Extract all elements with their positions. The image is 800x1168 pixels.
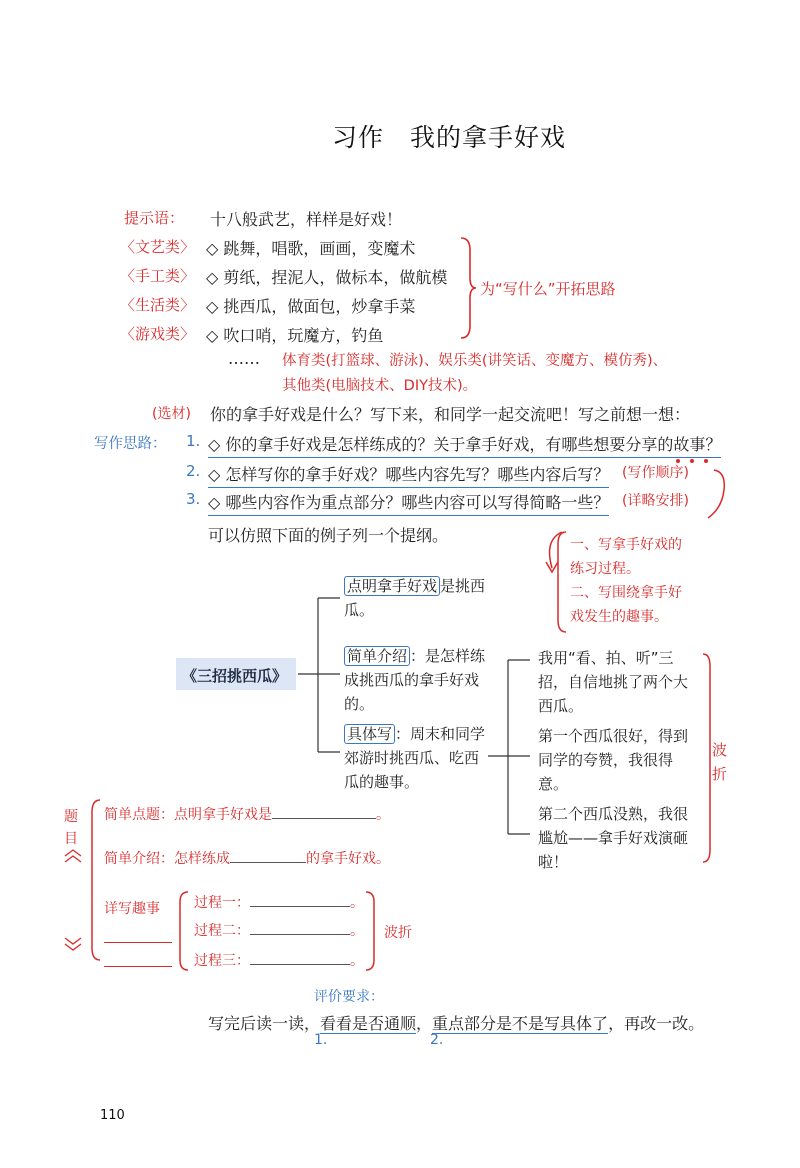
detail-blank-1[interactable] <box>104 942 172 943</box>
category-tag-craft: 〈手工类〉 <box>120 267 196 285</box>
outline-twist-brace <box>364 890 378 972</box>
category-text-craft: ◇ 剪纸，捏泥人，做标本，做航模 <box>206 268 448 287</box>
category-text-life: ◇ 挑西瓜，做面包，炒拿手菜 <box>206 297 416 316</box>
outline-line-2-a: 简单介绍：怎样练成 <box>104 851 230 867</box>
node-detail-key: 具体写 <box>344 724 395 744</box>
node-topic-key: 点明拿手好戏 <box>344 576 440 596</box>
question-2-num: 2. <box>186 462 201 480</box>
detail-step-1: 我用“看、拍、听”三招，自信地挑了两个大西瓜。 <box>538 649 689 715</box>
category-tag-games: 〈游戏类〉 <box>120 325 196 343</box>
detail-step-3: 第二个西瓜没熟，我很尴尬——拿手好戏演砸啦！ <box>538 805 689 871</box>
writing-ideas-label: 写作思路： <box>94 436 167 452</box>
select-label: (选材) <box>152 406 191 422</box>
question-3: ◇ 哪些内容作为重点部分？哪些内容可以写得简略一些？ <box>208 490 609 516</box>
prompt-text: 你的拿手好戏是什么？写下来，和同学一起交流吧！写之前想一想： <box>210 405 691 424</box>
category-tag-life: 〈生活类〉 <box>120 296 196 314</box>
question-3-note: (详略安排) <box>622 493 689 509</box>
category-tag-arts: 〈文艺类〉 <box>120 238 196 256</box>
side-note-brace <box>554 530 568 634</box>
node-topic-text: 是挑西瓜。 <box>344 577 486 619</box>
outline-line-2-b: 的拿手好戏。 <box>306 851 390 867</box>
node-detail-text: ：周末和同学郊游时挑西瓜、吃西瓜的趣事。 <box>344 725 486 791</box>
root-title: 《三招挑西瓜》 <box>182 667 288 685</box>
outline-line-2 <box>104 848 390 868</box>
process-brace <box>176 890 190 972</box>
outline-line-1 <box>104 804 390 824</box>
outline-side-label: 题目 <box>64 809 78 847</box>
evaluation-part-a: 写完后读一读， <box>208 1014 321 1033</box>
evaluation-part-e: ，再改一改。 <box>608 1014 705 1033</box>
question-3-num: 3. <box>186 490 201 508</box>
evaluation-part-c: ， <box>416 1014 433 1033</box>
node-intro-key: 简单介绍 <box>344 646 410 666</box>
process-2-label: 过程二： <box>194 923 250 939</box>
blank-1[interactable] <box>272 804 376 819</box>
evaluation-num-1: 1. <box>314 1032 328 1048</box>
node-intro <box>344 644 489 716</box>
detail-label: 详写趣事 <box>104 901 160 917</box>
process-3-label: 过程三： <box>194 953 250 969</box>
brace-note: 为“写什么”开拓思路 <box>480 280 616 298</box>
process-1-end: 。 <box>350 895 364 911</box>
outline-twist-label: 波折 <box>384 925 412 941</box>
outline-hint: 可以仿照下面的例子列一个提纲。 <box>208 526 449 545</box>
process-1-blank[interactable] <box>250 892 350 907</box>
page-number: 110 <box>100 1108 125 1123</box>
extra-categories-2: 其他类(电脑技术、DIY技术)。 <box>282 378 478 394</box>
ellipsis: …… <box>228 349 260 368</box>
process-2 <box>194 920 364 940</box>
blank-2[interactable] <box>230 848 306 863</box>
outline-line-1-text: 简单点题：点明拿手好戏是 <box>104 807 272 823</box>
process-1-label: 过程一： <box>194 895 250 911</box>
page-title: 习作 我的拿手好戏 <box>332 123 567 152</box>
hint-label: 提示语： <box>124 209 185 227</box>
question-1: ◇ 你的拿手好戏是怎样练成的？关于拿手好戏，有哪些想要分享的故事？ <box>208 432 721 458</box>
extra-categories-1: 体育类(打篮球、游泳)、娱乐类(讲笑话、变魔方、模仿秀)、 <box>282 353 668 369</box>
process-3-end: 。 <box>350 953 364 969</box>
category-text-arts: ◇ 跳舞，唱歌，画画，变魔术 <box>206 239 416 258</box>
node-detail <box>344 722 492 794</box>
process-1 <box>194 892 364 912</box>
categories-brace <box>458 236 478 340</box>
question-2-note: (写作顺序) <box>622 465 689 481</box>
evaluation-text <box>208 1011 704 1034</box>
node-topic <box>344 574 494 622</box>
detail-step-2: 第一个西瓜很好，得到同学的夸赞，我很得意。 <box>538 727 689 793</box>
detail-blank-2[interactable] <box>104 966 172 967</box>
process-2-end: 。 <box>350 923 364 939</box>
node-intro-text: ：是怎样练成挑西瓜的拿手好戏的。 <box>344 647 486 713</box>
evaluation-part-b: 看看是否通顺 <box>320 1014 417 1033</box>
outline-line-1-end: 。 <box>376 807 390 823</box>
process-2-blank[interactable] <box>250 920 350 935</box>
side-note-1: 一、写拿手好戏的 <box>570 537 682 553</box>
question-2: ◇ 怎样写你的拿手好戏？哪些内容先写？哪些内容后写？ <box>208 462 609 488</box>
evaluation-part-d: 重点部分是不是写具体了 <box>432 1014 609 1033</box>
hint-intro: 十八般武艺，样样是好戏！ <box>210 210 403 229</box>
side-note-4: 戏发生的趣事。 <box>570 609 668 625</box>
twist-label: 波折 <box>712 741 728 783</box>
question-1-num: 1. <box>186 432 201 450</box>
outline-arrows <box>62 846 84 956</box>
evaluation-num-2: 2. <box>430 1032 444 1048</box>
category-text-games: ◇ 吹口哨，玩魔方，钓鱼 <box>206 326 384 345</box>
side-note-3: 二、写围绕拿手好 <box>570 585 682 601</box>
process-3-blank[interactable] <box>250 950 350 965</box>
side-note-2: 练习过程。 <box>570 561 640 577</box>
outline-brace <box>88 798 102 962</box>
evaluation-label: 评价要求： <box>314 989 384 1005</box>
process-3 <box>194 950 364 970</box>
